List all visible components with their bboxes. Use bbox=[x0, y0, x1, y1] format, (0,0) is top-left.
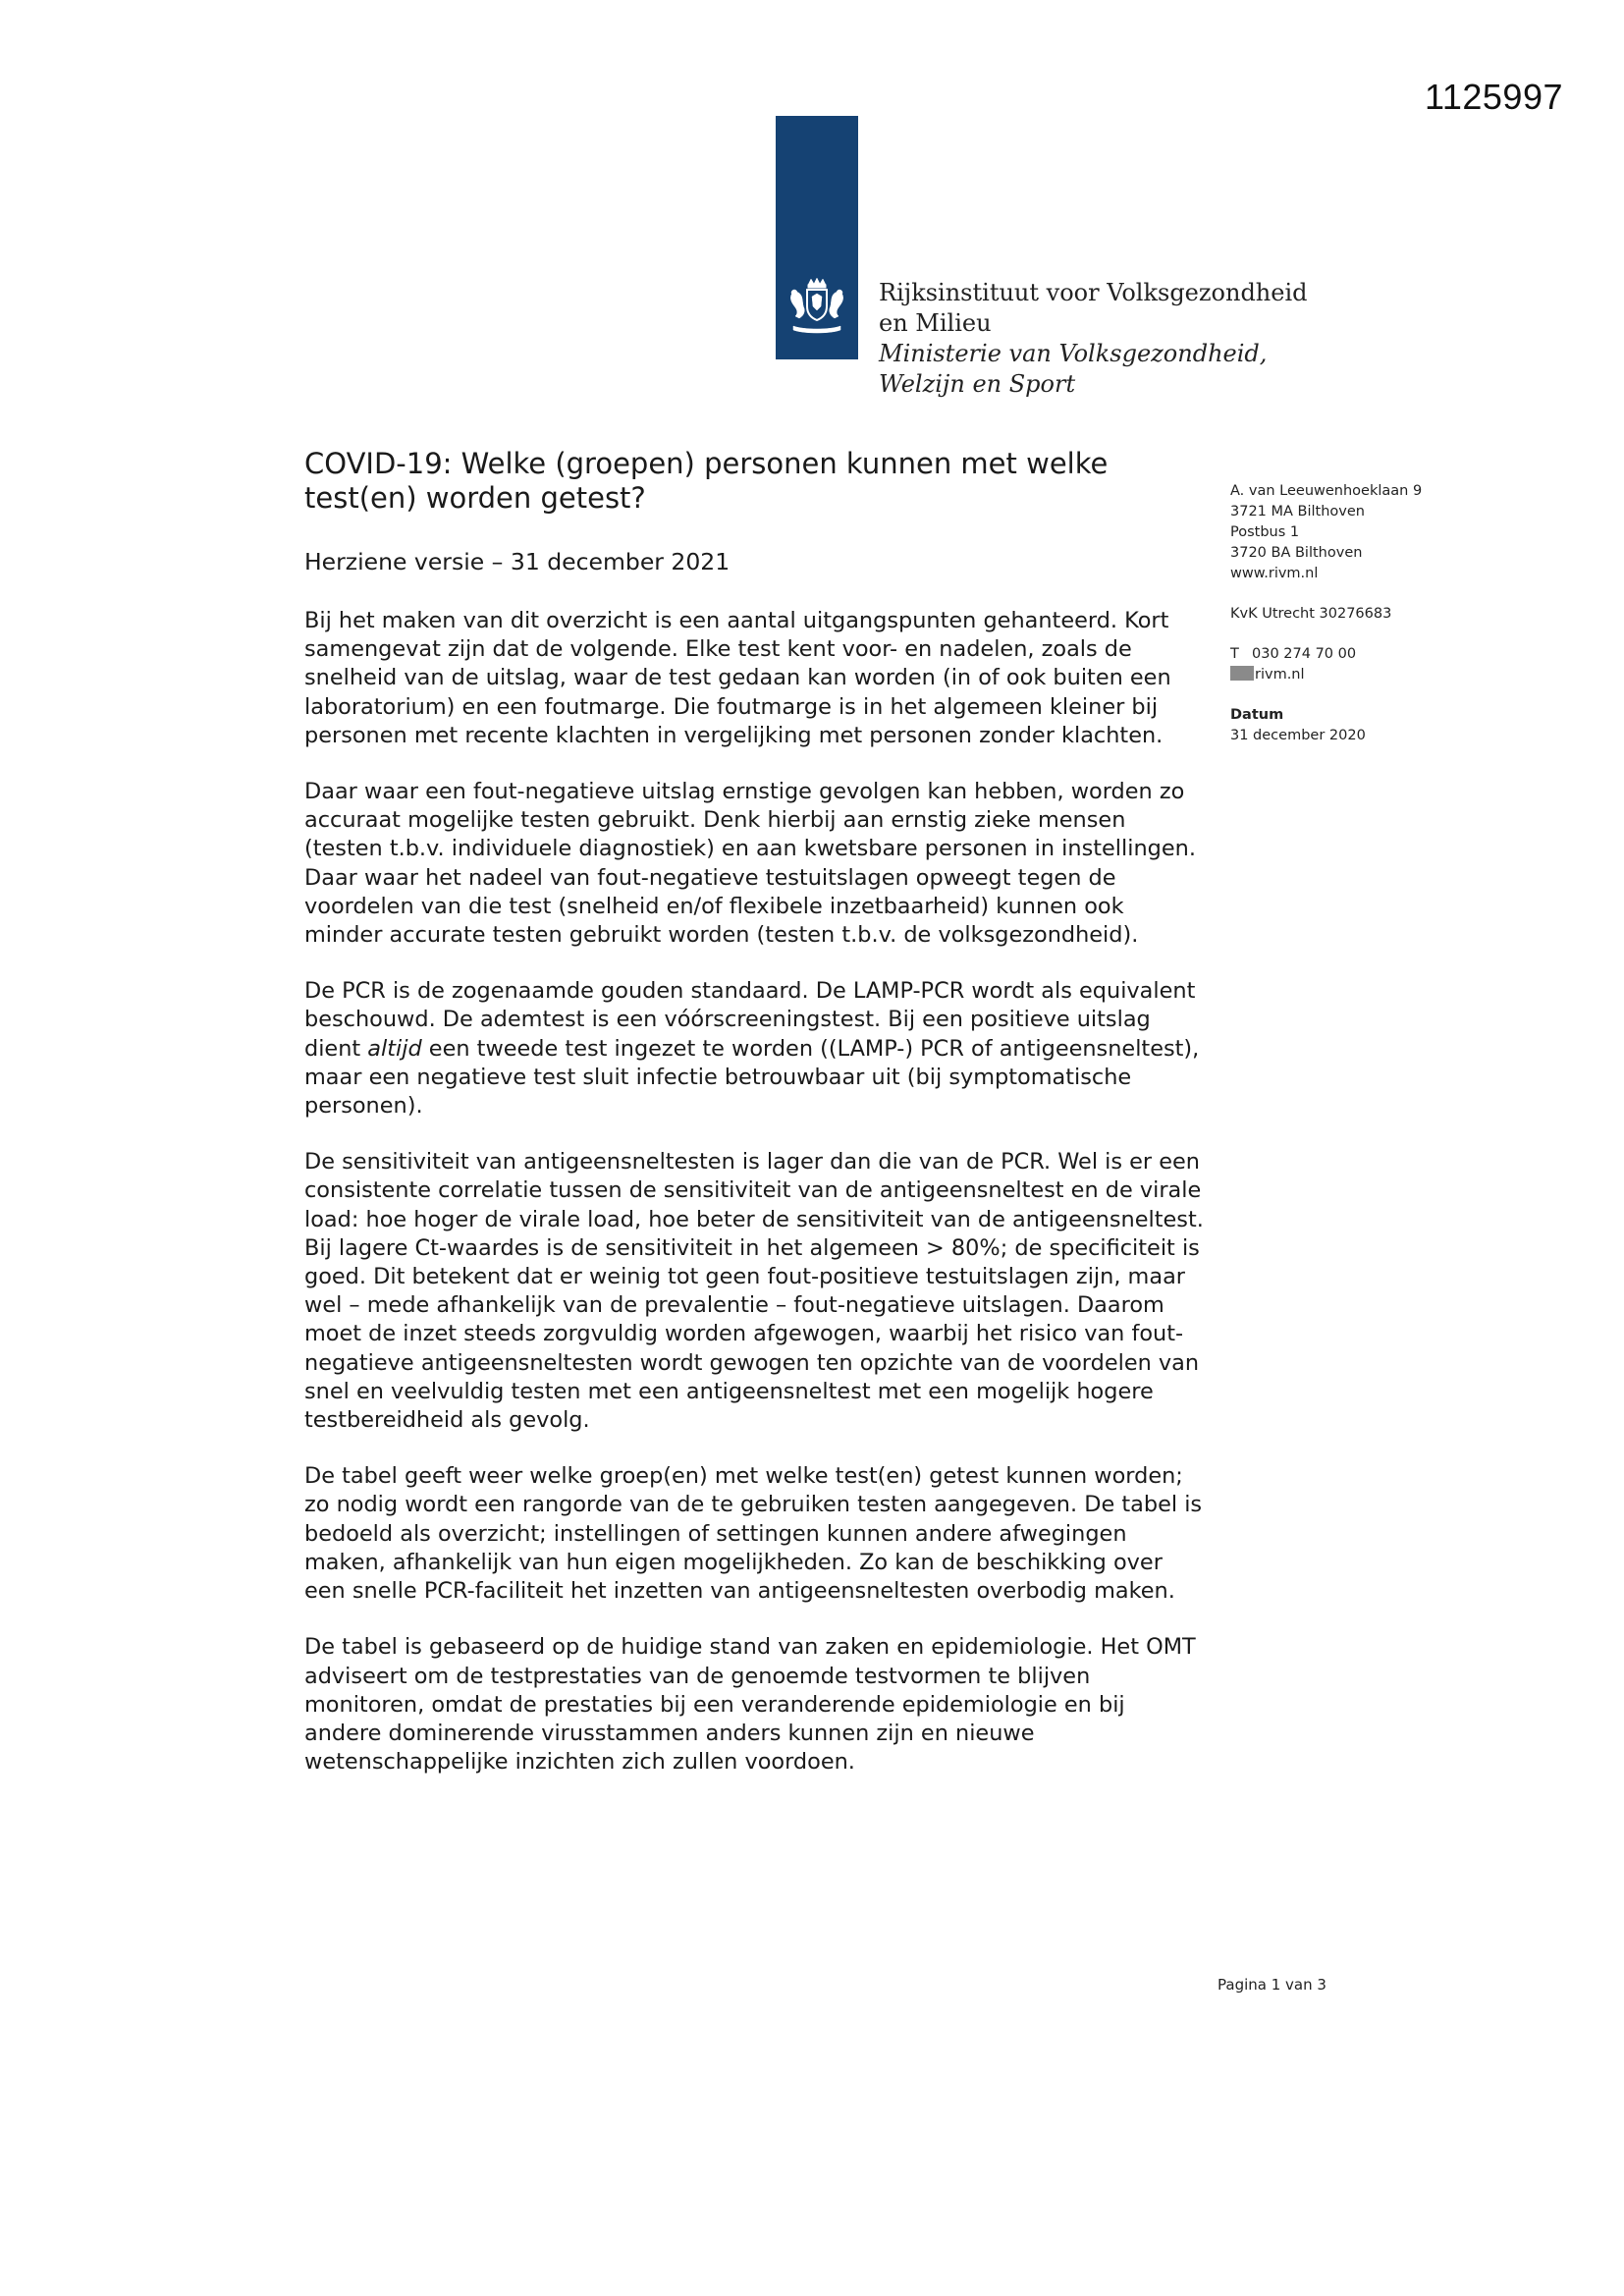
date-label: Datum bbox=[1230, 707, 1284, 723]
revision-subtitle: Herziene versie – 31 december 2021 bbox=[304, 548, 731, 575]
document-title: COVID-19: Welke (groepen) personen kunnen met welke test(en) worden getest? bbox=[304, 447, 1109, 515]
sender-info-sidebar bbox=[1230, 481, 1486, 746]
document-id: 1125997 bbox=[1425, 77, 1563, 117]
org-name-line-2: en Milieu bbox=[879, 309, 992, 337]
paragraph bbox=[304, 977, 1208, 1121]
coat-of-arms-icon bbox=[782, 273, 852, 344]
organization-name bbox=[879, 278, 1308, 400]
address-line: 3721 MA Bilthoven bbox=[1230, 504, 1365, 519]
paragraph: Daar waar een fout-negatieve uitslag ernstige gevolgen kan hebben, worden zo accuraat mogelijke testen gebruikt. Denk hierbij aan ernstig zieke mensen (testen t.b.v. individuele diagnostiek) en aan kwetsbare personen in instellingen. Daar waar het nadeel van fout-negatieve testuitslagen opweegt tegen de voordelen van die test (snelheid en/of flexibele inzetbaarheid) kunnen ook minder accurate testen gebruikt worden (testen t.b.v. de volksgezondheid). bbox=[304, 779, 1196, 949]
phone-line bbox=[1230, 644, 1486, 665]
org-name-line-1: Rijksinstituut voor Volksgezondheid bbox=[879, 279, 1308, 306]
address-line: A. van Leeuwenhoeklaan 9 bbox=[1230, 483, 1423, 499]
address-line: Postbus 1 bbox=[1230, 524, 1300, 540]
email-line bbox=[1230, 665, 1486, 685]
date-value: 31 december 2020 bbox=[1230, 728, 1366, 743]
address-line: 3720 BA Bilthoven bbox=[1230, 545, 1363, 561]
email-domain: rivm.nl bbox=[1255, 667, 1305, 683]
phone-number: 030 274 70 00 bbox=[1252, 646, 1357, 662]
website-link[interactable]: www.rivm.nl bbox=[1230, 566, 1319, 581]
paragraph: Bij het maken van dit overzicht is een aantal uitgangspunten gehanteerd. Kort samengevat zijn dat de volgende. Elke test kent voor- en nadelen, zoals de snelheid van de uitslag, waar de test gedaan kan worden (in of ook buiten een laboratorium) en een foutmarge. Die foutmarge is in het algemeen kleiner bij personen met recente klachten in vergelijking met personen zonder klachten. bbox=[304, 608, 1171, 748]
paragraph: De tabel geeft weer welke groep(en) met welke test(en) getest kunnen worden; zo nodig wordt een rangorde van de te gebruiken testen aangegeven. De tabel is bedoeld als overzicht; instellingen of settingen kunnen andere afwegingen maken, afhankelijk van hun eigen mogelijkheden. Zo kan de beschikking over een snelle PCR-faciliteit het inzetten van antigeensneltesten overbodig maken. bbox=[304, 1463, 1203, 1605]
paragraph-text: een tweede test ingezet te worden ((LAMP-) PCR of antigeensneltest), maar een negatieve test sluit infectie betrouwbaar uit (bij symptomatische personen). bbox=[304, 1035, 1200, 1120]
body-text bbox=[304, 607, 1208, 1804]
page-number: Pagina 1 van 3 bbox=[1218, 1976, 1326, 1994]
paragraph-text: De PCR is de zogenaamde gouden standaard. De LAMP-PCR wordt als equivalent beschouwd. De ademtest is een vóórscreeningstest. Bij een positieve uitslag dient bbox=[304, 978, 1196, 1062]
redaction-mark bbox=[1230, 666, 1254, 681]
kvk-number: KvK Utrecht 30276683 bbox=[1230, 606, 1392, 622]
phone-label: T bbox=[1230, 646, 1239, 662]
paragraph: De sensitiviteit van antigeensneltesten is lager dan die van de PCR. Wel is er een consistente correlatie tussen de sensitiviteit van de antigeensneltest en de virale load: hoe hoger de virale load, hoe beter de sensitiviteit van de antigeensneltest. Bij lagere Ct-waardes is de sensitiviteit in het algemeen > 80%; de specificiteit is goed. Dit betekent dat er weinig tot geen fout-positieve testuitslagen zijn, maar wel – mede afhankelijk van de prevalentie – fout-negatieve uitslagen. Daarom moet de inzet steeds zorgvuldig worden afgewogen, waarbij het risico van fout-negatieve antigeensneltesten wordt gewogen ten opzichte van de voordelen van snel en veelvuldig testen met een antigeensneltest met een mogelijk hogere testbereidheid als gevolg. bbox=[304, 1149, 1204, 1434]
ministry-line-1: Ministerie van Volksgezondheid, bbox=[879, 340, 1268, 367]
ministry-line-2: Welzijn en Sport bbox=[879, 370, 1076, 398]
paragraph: De tabel is gebaseerd op de huidige stand van zaken en epidemiologie. Het OMT adviseert om de testprestaties van de genoemde testvormen te blijven monitoren, omdat de prestaties bij een veranderende epidemiologie en bij andere dominerende virusstammen anders kunnen zijn en nieuwe wetenschappelijke inzichten zich zullen voordoen. bbox=[304, 1634, 1196, 1776]
government-logo bbox=[776, 116, 858, 359]
emphasized-text: altijd bbox=[367, 1035, 422, 1062]
